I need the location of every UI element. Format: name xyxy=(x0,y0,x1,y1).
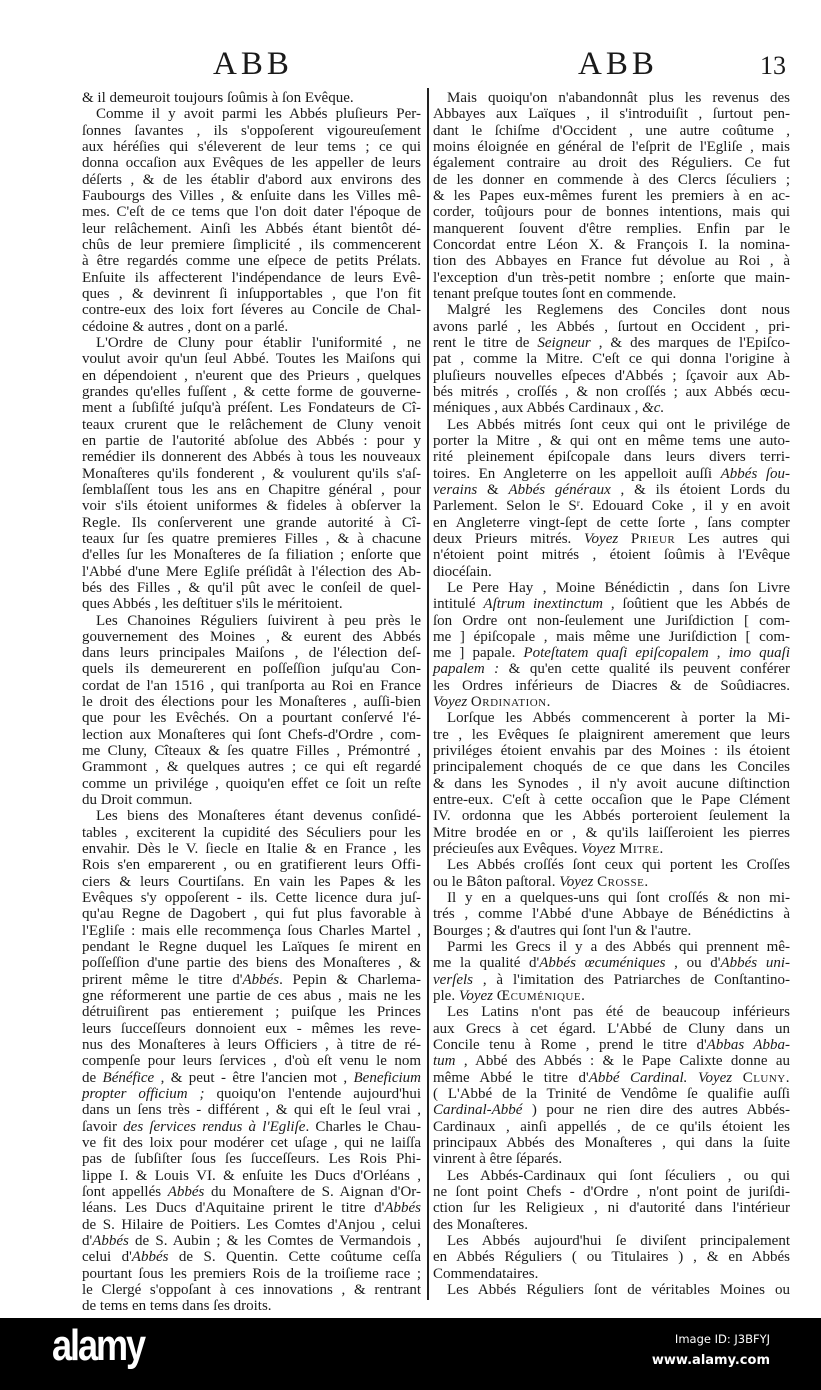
text-line: Les Abbés Réguliers ſont de véritables Moines ou xyxy=(447,1281,790,1298)
text-line: léans. Les Ducs d'Aquitaine prirent le titre d'Abbés xyxy=(82,1200,421,1217)
cross-reference: Cluny. xyxy=(742,1069,790,1086)
text-line: dans leurs principales Maiſons , de l'élection deſ- xyxy=(82,645,421,662)
italic-text: Abbés xyxy=(167,1183,205,1200)
text-line: papalem : & qu'en cette qualité ils peuvent conférer xyxy=(433,661,790,678)
text-line: lection aux Monaſteres qui ſont Chefs-d'Ordre , com- xyxy=(82,726,421,743)
text-line: Commendataires. xyxy=(433,1265,539,1282)
text-line: Les Abbés aujourd'hui ſe diviſent principalement xyxy=(447,1232,790,1249)
text-line: bés des Filles , & qu'il pût avec le conſeil de quel- xyxy=(82,579,421,596)
running-head-left: ABB xyxy=(213,46,293,82)
text-line: en Angleterre vingt-ſept de cette ſorte , ſans compter xyxy=(433,514,790,531)
paragraph xyxy=(433,857,790,890)
paragraph xyxy=(433,939,790,1004)
text-line: bés mitrés , croſſés , & non croſſés ; aux Abbés œcu- xyxy=(433,383,790,400)
text-line: donna occaſion aux Evêques de les appeller de leurs xyxy=(82,155,421,172)
cross-reference: Mitre. xyxy=(619,841,664,858)
text-line: verains & Abbés généraux , & ils étoient Lords du xyxy=(433,481,791,498)
text-line: ( L'Abbé de la Trinité de Vendôme ſe qualifie auſſi xyxy=(433,1086,790,1103)
column-divider xyxy=(427,88,429,1300)
text-line: poſſeſſion d'une partie des biens des Monaſteres , & xyxy=(82,955,421,972)
text-line: priviléges étoient envahis par des Moines : ils étoient xyxy=(433,743,790,760)
text-line: comme un privilége , quoiqu'en effet ce ſoit un reſte xyxy=(82,775,421,792)
italic-text: Beneficium xyxy=(353,1069,421,1086)
text-line: du Droit commun. xyxy=(82,792,193,809)
text-line: ſemblaſſent tous les ans en Chapitre général , pour xyxy=(82,481,421,498)
text-line: déſerts , & de les établir d'abord aux environs des xyxy=(82,171,421,188)
text-line: Les Abbés-Cardinaux qui ſont ſéculiers , ou qui xyxy=(447,1167,790,1184)
italic-text: papalem : xyxy=(433,661,500,678)
text-line: tion des Abbayes en France fut dévolue au Roi , à xyxy=(433,253,790,270)
paragraph xyxy=(433,1168,790,1233)
text-line: me la qualité d'Abbés œcuméniques , ou d'Abbés uni- xyxy=(433,955,790,972)
italic-text: Voyez xyxy=(581,841,616,858)
text-line: le Clergé s'oppoſant à ces innovations , & rentrant xyxy=(82,1281,421,1298)
italic-text: des ſervices rendus à l'Egliſe xyxy=(123,1118,306,1135)
text-line: le droit des élections pour les Monaſteres , auſſi-bien xyxy=(82,694,421,711)
text-line: Evêques s'y oppoſerent - ils. Cette licence dura juſ- xyxy=(82,890,421,907)
text-line: Parlement. Selon le Sʳ. Edouard Coke , il y en avoit xyxy=(433,498,790,515)
text-line: détruiſirent pas entierement ; puiſque les Princes xyxy=(82,1004,421,1021)
italic-text: Abbés uni- xyxy=(720,955,790,972)
paragraph xyxy=(433,90,790,302)
text-line: d'Abbés de S. Aubin ; & les Comtes de Vermandois , xyxy=(82,1232,421,1249)
text-line: dant le ſchiſme d'Occident , une autre coûtume , xyxy=(433,122,790,139)
text-line: trés , comme l'Abbé d'une Abbaye de Bénédictins à xyxy=(433,906,790,923)
text-line: Les Abbés croſſés ſont ceux qui portent les Croſſes xyxy=(447,857,790,874)
text-column-right xyxy=(433,90,790,1298)
text-line: pluſieurs nouvelles eſpeces d'Abbés ; ſçavoir aux Ab- xyxy=(433,367,790,384)
italic-text: Voyez xyxy=(697,1069,733,1086)
text-line: l'exception d'un très-petit nombre ; enſorte que main- xyxy=(433,269,790,286)
text-line: Les biens des Monaſteres étant devenus conſidé- xyxy=(96,808,421,825)
italic-text: Abbés généraux xyxy=(508,481,611,498)
italic-text: Abbé Cardinal. xyxy=(588,1069,688,1086)
text-line: Les Latins n'ont pas été de beaucoup inférieurs xyxy=(447,1004,790,1021)
text-line: intitulé Aſtrum inextinctum , ſoûtient que les Abbés de xyxy=(433,596,790,613)
text-line: propter officium ; quoiqu'on l'entende aujourd'hui xyxy=(82,1086,421,1103)
italic-text: Voyez xyxy=(433,694,468,711)
italic-text: Aſtrum inextinctum xyxy=(483,596,603,613)
text-line: rent le titre de Seigneur , & des marques de l'Epiſco- xyxy=(433,334,791,351)
text-line: ction ſur les Religieux , ni d'autorité dans l'intérieur xyxy=(433,1200,790,1217)
text-line: ple. Voyez Œcuménique. xyxy=(433,988,586,1005)
text-column-left xyxy=(82,90,421,1315)
text-line: tenant preſque toutes ſont en commende. xyxy=(433,285,677,302)
text-line: de les donner en commende à des Clercs ſéculiers ; xyxy=(433,171,790,188)
text-line: de Bénéfice , & peut - être l'ancien mot , Beneficium xyxy=(82,1069,421,1086)
text-line: ciers & leurs Courtiſans. En vain les Papes & les xyxy=(82,873,421,890)
text-line: verſels , à l'imitation des Patriarches de Conſtantino- xyxy=(433,971,790,988)
italic-text: Seigneur xyxy=(537,334,591,351)
text-line: teaux ſur ſes quatre premieres Filles , & à chacune xyxy=(82,530,421,547)
text-line: chûs de leur premiere ſimplicité , ils commencerent xyxy=(82,236,421,253)
text-line: avons parlé , les Abbés , ſurtout en Occident , pri- xyxy=(433,318,790,335)
paragraph xyxy=(82,90,421,106)
text-line: ve fit des loix pour modérer cet uſage , qui ne laiſſa xyxy=(82,1135,421,1151)
text-line: & il demeuroit toujours ſoûmis à ſon Evêque. xyxy=(82,90,354,106)
text-line: me Cluny, Cîteaux & ſes quatre Filles , Prémontré , xyxy=(82,743,421,760)
text-line: rité pleinement épiſcopale dans leurs divers terri- xyxy=(433,449,790,466)
text-line: principaux Abbés des Monaſteres , qui dans la ſuite xyxy=(433,1135,790,1151)
italic-text: Abbés xyxy=(92,1232,129,1249)
italic-text: Bénéfice xyxy=(102,1069,155,1086)
text-line: des Monaſteres. xyxy=(433,1216,528,1233)
text-line: nus des Monaſteres à leurs Officiers , à titre de ré- xyxy=(82,1037,421,1054)
paragraph xyxy=(433,302,790,416)
text-line: L'Ordre de Cluny pour établir l'uniformité , ne xyxy=(96,334,421,351)
italic-text: Voyez xyxy=(559,873,594,890)
text-line: moins éloignée en général de l'eſprit de l'Egliſe , mais xyxy=(433,138,790,155)
text-line: Il y en a quelques-uns qui ſont croſſés & non mi- xyxy=(447,890,790,907)
text-line: qu'au Regne de Dagobert , qui fut plus favorable à xyxy=(82,906,421,923)
text-line: en dépendoient , n'eurent que des Prieurs , quelques xyxy=(82,367,421,384)
italic-text: propter officium ; xyxy=(82,1086,205,1103)
text-line: ques , & devinrent ſi inſupportables , que l'on fit xyxy=(82,285,421,302)
cross-reference: Ordination. xyxy=(470,694,551,711)
text-line: pourtant ſous les premiers Rois de la troiſieme race ; xyxy=(82,1265,421,1282)
text-line: porter la Mitre , & qui ont en même tems une auto- xyxy=(433,432,790,449)
paragraph xyxy=(433,580,790,711)
text-line: ne ſont point Chefs - d'Ordre , n'ont point de juriſdi- xyxy=(433,1183,790,1200)
text-line: & dans les Synodes , il n'y avoit aucune diſtinction xyxy=(433,775,790,792)
text-line: Mitre brodée en or , & qu'ils laiſſeroient les pierres xyxy=(433,824,790,841)
text-line: remédier ils donnerent des Abbés à tous les nouveaux xyxy=(82,449,421,466)
text-line: méniques , aux Abbés Cardinaux , &c. xyxy=(433,400,665,417)
italic-text: Cardinal-Abbé xyxy=(433,1102,523,1119)
text-line: également contraire au droit des Réguliers. Ce fut xyxy=(433,155,790,172)
text-line: Parmi les Grecs il y a des Abbés qui prennent mê- xyxy=(447,939,790,956)
text-line: me ] papale. Poteſtatem quaſi epiſcopalem , imo quaſi xyxy=(433,645,790,662)
text-line: Grammont , & quelques autres ; ce qui eſt regardé xyxy=(82,759,421,776)
text-line: prirent même le titre d'Abbés. Pepin & Charlema- xyxy=(82,971,421,988)
image-id-label: Image ID: J3BFYJ xyxy=(674,1332,770,1346)
text-line: Mais quoiqu'on n'abandonnât plus les revenus des xyxy=(447,90,790,106)
text-line: de S. Hilaire de Poitiers. Les Comtes d'Anjou , celui xyxy=(82,1216,421,1233)
text-line: mes. C'eſt de ce tems que l'on doit dater l'époque de xyxy=(82,204,421,221)
text-line: gne réformerent une partie de ces abus , mais ne les xyxy=(82,988,421,1005)
text-line: Cardinaux , ainſi appellés , de ce qu'ils étoient les xyxy=(433,1118,790,1135)
text-line: que pour les Evêchés. On a pourtant conſervé l'é- xyxy=(82,710,421,727)
text-line: tre , les Evêques ſe plaignirent amerement que leurs xyxy=(433,726,790,743)
text-line: de tems en tems dans ſes droits. xyxy=(82,1298,272,1315)
italic-text: tum xyxy=(433,1053,456,1070)
text-line xyxy=(433,694,790,710)
text-line: n'étoient point mitrés , étoient ſoûmis à l'Evêque xyxy=(433,547,790,564)
text-line: lippe I. & Louis VI. & enſuite les Ducs d'Orléans , xyxy=(82,1167,421,1184)
text-line: tables , exciterent la cupidité des Séculiers pour les xyxy=(82,824,421,841)
site-url: www.alamy.com xyxy=(651,1353,770,1368)
text-line: Malgré les Reglemens des Conciles dont nous xyxy=(447,302,790,319)
text-line: compenſe pour leurs ſervices , d'où eſt venu le nom xyxy=(82,1053,421,1070)
text-line: Lorſque les Abbés commencerent à porter la Mi- xyxy=(447,710,790,727)
text-line: Abbayes aux Laïques , il s'introduiſit , ſurtout pen- xyxy=(433,106,790,123)
text-line: toires. En Angleterre on les appelloit auſſi Abbés ſou- xyxy=(433,465,790,482)
text-line: manquerent ſouvent d'être remplies. Enfin par le xyxy=(433,220,790,237)
text-line: IV. ordonna que les Abbés porteroient ſeulement la xyxy=(433,808,790,825)
text-line: Enſuite ils affecterent l'indépendance de leurs Evê- xyxy=(82,269,421,286)
text-line: précieuſes aux Evêques. Voyez Mitre. xyxy=(433,841,664,858)
text-line: Le Pere Hay , Moine Bénédictin , dans ſon Livre xyxy=(447,579,790,596)
italic-text: Abbés xyxy=(131,1249,169,1266)
paragraph xyxy=(433,710,790,857)
text-line: Faubourgs des Villes , & enſuite dans les Villes mê- xyxy=(82,187,421,204)
text-line: dans un ſens très - différent , & qui eſt le ſeul vrai , xyxy=(82,1102,421,1119)
text-line: corder, toûjours pour de bonnes intentions, mais qui xyxy=(433,204,790,221)
watermark-bar xyxy=(0,1318,821,1390)
paragraph xyxy=(433,890,790,939)
paragraph xyxy=(82,613,421,809)
cross-reference: Œcuménique. xyxy=(496,988,586,1005)
text-line: ment a ſubſiſté juſqu'à préſent. Les Fondateurs de Cî- xyxy=(82,400,421,417)
italic-text: Abbés œcuméniques xyxy=(539,955,666,972)
text-line: quels ils demeurerent en poſſeſſion juſqu'au Con- xyxy=(82,661,421,678)
text-line: leur relâchement. Ainſi les Abbés étant bientôt dé- xyxy=(82,220,421,237)
text-line: Les Abbés mitrés ſont ceux qui ont le privilége de xyxy=(447,416,790,433)
text-line: vinrent à être ſéparés. xyxy=(433,1151,563,1168)
text-line: Les Chanoines Réguliers ſuivirent à peu près le xyxy=(96,612,421,629)
text-line: voir s'ils étoient uniformes & fideles à obſerver la xyxy=(82,498,421,515)
text-line: envahir. Dès le V. ſiecle en Italie & en France , les xyxy=(82,841,421,858)
text-line: cordat de l'an 1516 , qui tranſporta au Roi en France xyxy=(82,677,421,694)
text-line: d'elles ſur les Monaſteres de ſa filiation ; enſorte que xyxy=(82,547,421,564)
text-line: celui d'Abbés de S. Quentin. Cette coûtume ceſſa xyxy=(82,1249,421,1266)
text-line: tum , Abbé des Abbés : & le Pape Calixte donne au xyxy=(433,1053,790,1070)
text-line: deux Prieurs mitrés. Voyez Prieur Les autres qui xyxy=(433,530,791,547)
paragraph xyxy=(433,1233,790,1282)
text-line: & les Papes eux-mêmes furent les premiers à en ac- xyxy=(433,187,790,204)
text-line: l'Egliſe : mais elle recommença ſous Charles Martel , xyxy=(82,922,421,939)
cross-reference: Crosse. xyxy=(597,873,649,890)
running-head-right: ABB xyxy=(578,46,658,82)
text-line: ou le Bâton paſtoral. Voyez Crosse. xyxy=(433,873,649,890)
text-line: gouvernement des Moines , & eurent des Abbés xyxy=(82,628,421,645)
text-line: Monaſteres qu'ils fonderent , & voulurent qu'ils s'aſ- xyxy=(82,465,421,482)
text-line: en partie de l'autorité abſolue des Abbés : pour y xyxy=(82,432,421,449)
text-line: voulut avoir qu'un ſeul Abbé. Toutes les Maiſons qui xyxy=(82,351,421,368)
paragraph xyxy=(82,335,421,613)
paragraph xyxy=(82,106,421,335)
italic-text: Abbés xyxy=(242,971,280,988)
text-line: aux Grecs à cet égard. L'Abbé de Cluny dans un xyxy=(433,1020,790,1037)
text-line: ſonnes ſavantes , ils s'oppoſerent vigoureuſement xyxy=(82,122,421,139)
italic-text: verains xyxy=(433,481,478,498)
text-line: ſavoir des ſervices rendus à l'Egliſe. Charles le Chau- xyxy=(82,1118,421,1135)
cross-reference: Prieur xyxy=(630,530,676,547)
text-line: en Abbés Réguliers ( ou Titulaires ) , & en Abbés xyxy=(433,1249,790,1266)
italic-text: Voyez xyxy=(584,530,619,547)
italic-text: verſels xyxy=(433,971,473,988)
text-line: Comme il y avoit parmi les Abbés pluſieurs Per- xyxy=(96,106,421,123)
text-line: teaux crurent que le relâchement de Cluny venoit xyxy=(82,416,421,433)
text-line: les Ordres inférieurs de Diacres & de Soûdiacres. xyxy=(433,677,790,694)
text-line: leurs ſucceſſeurs donnoient eux - mêmes les reve- xyxy=(82,1020,421,1037)
italic-text: Abbas Abba- xyxy=(706,1037,790,1054)
text-line: Bourges ; & d'autres qui ſont l'un & l'autre. xyxy=(433,922,692,939)
text-line: principalement choqués de ce que dans les Conciles xyxy=(433,759,790,776)
text-line: cédoine & autres , dont on a parlé. xyxy=(82,318,289,335)
text-line: même Abbé le titre d'Abbé Cardinal. Voyez Cluny. xyxy=(433,1069,790,1086)
text-line: grandes qu'elles fuſſent , & cette forme de gouverne- xyxy=(82,383,421,400)
text-line: pendant le Regne duquel les Laïques ſe mirent en xyxy=(82,939,421,956)
text-line: ques Abbés , les deſtituer s'ils le méritoient. xyxy=(82,596,343,613)
text-line: aux héréſies qui s'éleverent de leur tems ; ce qui xyxy=(82,138,421,155)
text-line: ſon Ordre ont non-ſeulement une Juriſdiction [ com- xyxy=(433,612,790,629)
alamy-logo: alamy xyxy=(52,1321,145,1370)
text-line: diocéſain. xyxy=(433,563,492,580)
italic-text: Poteſtatem quaſi epiſcopalem , imo quaſi xyxy=(523,645,790,662)
text-line: me ] épiſcopale , mais même une Juriſdiction [ com- xyxy=(433,628,790,645)
text-line: entre-eux. C'eſt à cette occaſion que le Pape Clément xyxy=(433,792,790,809)
italic-text: &c. xyxy=(642,400,665,417)
text-line: l'Abbé d'une Mere Egliſe préſidât à l'élection des Ab- xyxy=(82,563,421,580)
text-line: Cardinal-Abbé ) pour ne rien dire des autres Abbés- xyxy=(433,1102,790,1119)
italic-text: Abbés ſou- xyxy=(720,465,790,482)
paragraph xyxy=(433,1282,790,1298)
paragraph xyxy=(433,417,790,580)
text-line: contre-eux des loix fort ſéveres au Concile de Chal- xyxy=(82,302,421,319)
italic-text: Voyez xyxy=(458,988,493,1005)
text-line: Rois s'en emparerent , ou en gratifierent leurs Offi- xyxy=(82,857,421,874)
page-number: 13 xyxy=(760,51,786,80)
paragraph xyxy=(433,1004,790,1167)
text-line: ſont appellés Abbés du Monaſtere de S. Aignan d'Or- xyxy=(82,1183,421,1200)
text-line: Regle. Ils conſerverent une grande autorité à Cî- xyxy=(82,514,421,531)
text-line: Concile tenu à Rome , prend le titre d'Abbas Abba- xyxy=(433,1037,790,1054)
text-line: Concordat entre Léon X. & François I. la nomina- xyxy=(433,236,790,253)
text-line: pas de ſubſiſter ſous ſes ſucceſſeurs. Les Rois Phi- xyxy=(82,1151,421,1168)
text-line: pat , comme la Mitre. C'eſt ce qui donna l'origine à xyxy=(433,351,790,368)
paragraph xyxy=(82,808,421,1314)
italic-text: Abbés xyxy=(384,1200,421,1217)
text-line: à être regardés comme une eſpece de petits Prélats. xyxy=(82,253,421,270)
